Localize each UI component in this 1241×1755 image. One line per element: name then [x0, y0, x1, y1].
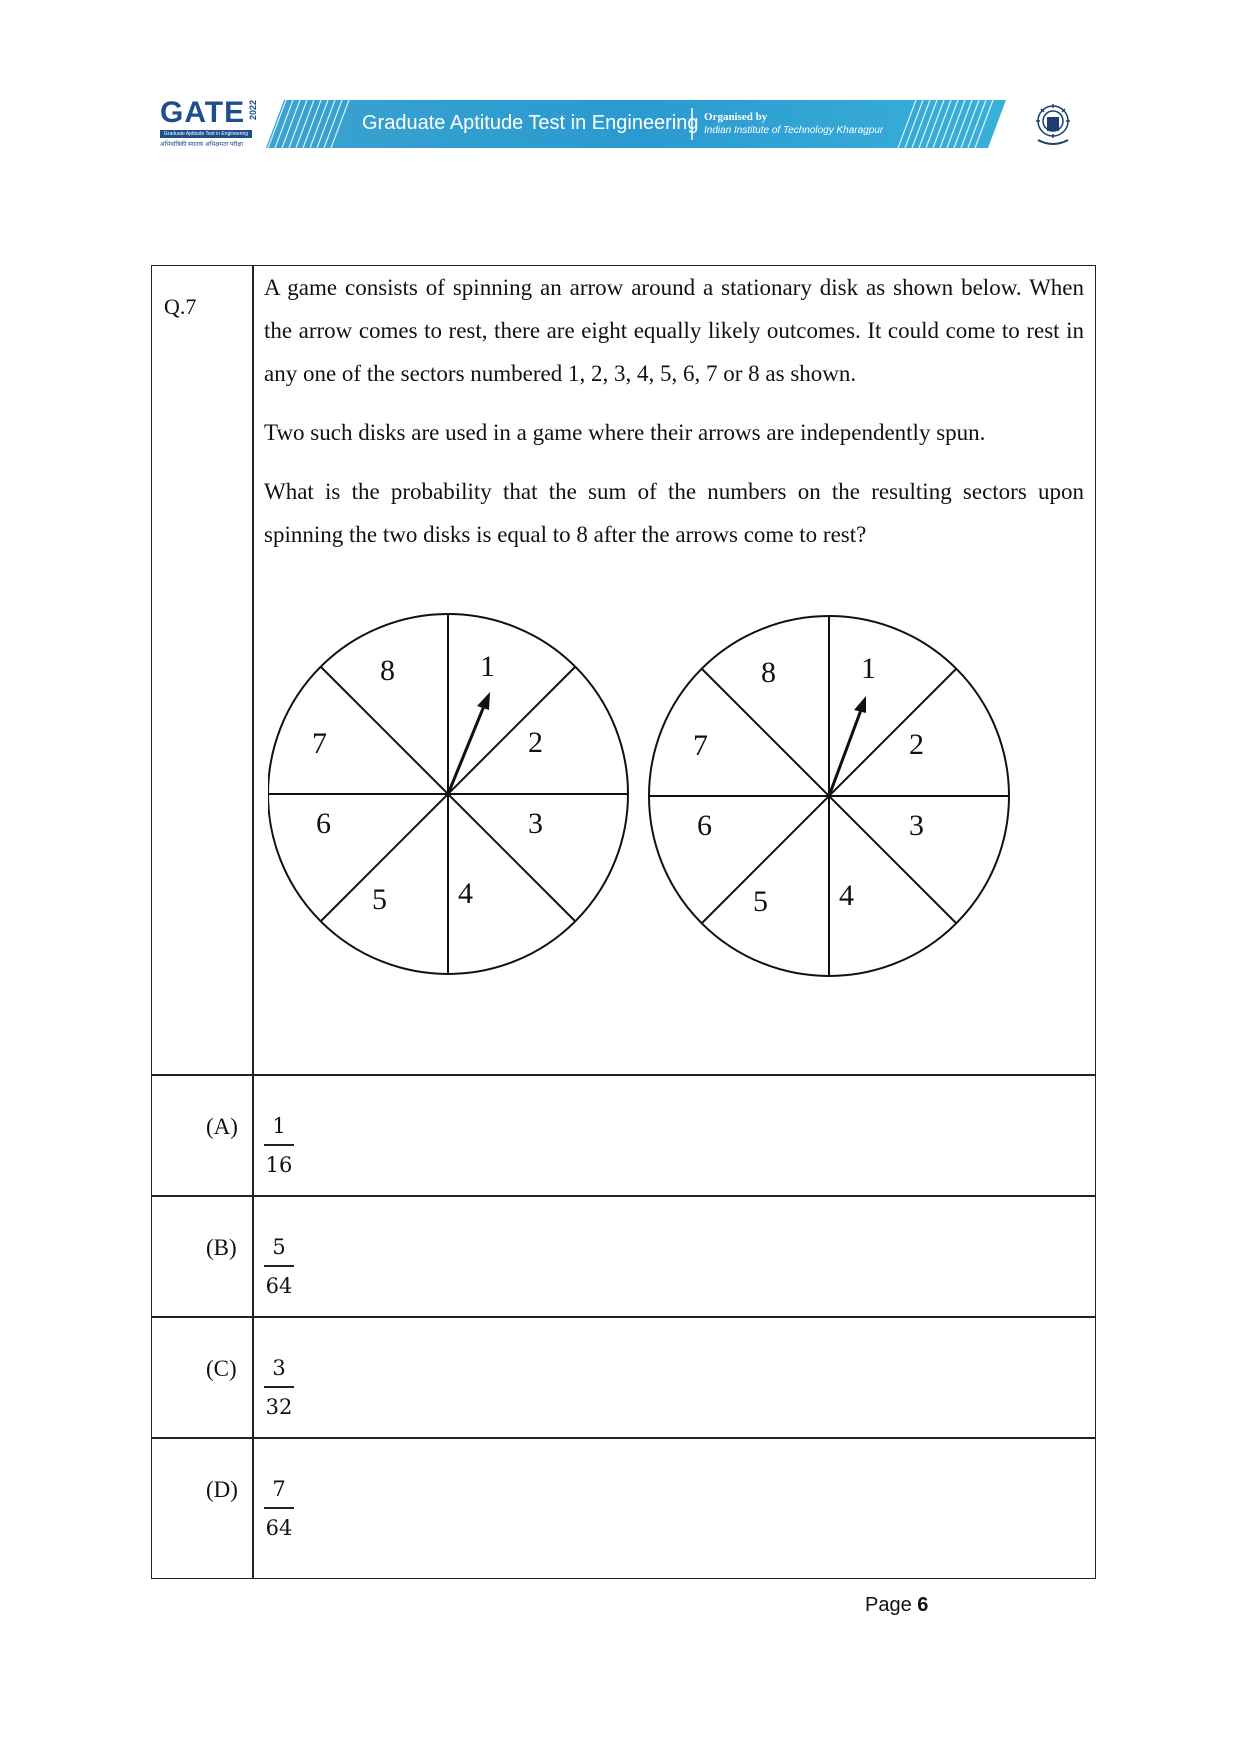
- option-b-fraction: [264, 1233, 294, 1300]
- sector-label: 7: [312, 727, 327, 760]
- sector-label: 1: [480, 650, 495, 683]
- option-d-fraction: [264, 1475, 294, 1542]
- sector-label: 2: [909, 728, 924, 761]
- row-divider: [152, 1074, 1095, 1076]
- option-c-denominator: 32: [265, 1394, 293, 1419]
- option-d-denominator: 64: [265, 1515, 293, 1540]
- sector-label: 4: [458, 877, 473, 910]
- sector-label: 6: [316, 807, 331, 840]
- sector-label: 1: [861, 652, 876, 685]
- row-divider: [152, 1316, 1095, 1318]
- option-a-numerator: 1: [272, 1114, 286, 1138]
- option-d-label: (D): [206, 1477, 238, 1502]
- option-b-denominator: 64: [265, 1273, 293, 1298]
- sector-label: 8: [761, 656, 776, 689]
- banner-organiser: [704, 110, 883, 138]
- sector-label: 5: [372, 883, 387, 916]
- question-paragraph: What is the probability that the sum of the numbers on the resulting sectors upon spinning the two disks is equal to 8 after the arrows come to rest?: [264, 479, 1084, 547]
- option-a-fraction: [264, 1112, 294, 1179]
- sector-label: 5: [753, 885, 768, 918]
- option-c-numerator: 3: [272, 1356, 286, 1380]
- page-number: [865, 1594, 928, 1617]
- option-b-label: (B): [206, 1235, 237, 1260]
- organiser-name: Indian Institute of Technology Kharagpur: [704, 125, 884, 136]
- sector-label: 4: [839, 879, 854, 912]
- row-divider: [152, 1195, 1095, 1197]
- fraction-bar: [264, 1265, 294, 1267]
- header-banner: [266, 100, 1006, 148]
- banner-title: Graduate Aptitude Test in Engineering: [362, 112, 699, 134]
- gate-logo-subtitle: Graduate Aptitude Test in Engineering: [160, 130, 252, 138]
- sector-label: 3: [909, 809, 924, 842]
- disk-left: [268, 614, 628, 974]
- option-d-numerator: 7: [272, 1477, 286, 1501]
- disk-right: [649, 616, 1009, 976]
- column-divider: [252, 266, 254, 1578]
- gate-logo-word: GATE: [160, 96, 246, 129]
- fraction-bar: [264, 1507, 294, 1509]
- sector-label: 6: [697, 809, 712, 842]
- page-label: Page: [865, 1594, 912, 1616]
- page-header: [0, 0, 1241, 200]
- option-c-fraction: [264, 1354, 294, 1421]
- question-table: [151, 265, 1096, 1579]
- option-c-label: (C): [206, 1356, 237, 1381]
- row-divider: [152, 1437, 1095, 1439]
- gate-logo: [160, 98, 260, 150]
- gate-logo-hindi: अभियांत्रिकी स्नातक अभिक्षमता परीक्षा: [160, 142, 244, 148]
- page-number-value: 6: [917, 1594, 929, 1616]
- fraction-bar: [264, 1144, 294, 1146]
- sector-label: 8: [380, 654, 395, 687]
- question-paragraph: A game consists of spinning an arrow around a stationary disk as shown below. When the arrow comes to rest, there are eight equally likely outcomes. It could come to rest in any one of the sectors numbered 1, 2, 3, 4, 5, 6, 7 or 8 as shown.: [264, 275, 1084, 386]
- iit-kharagpur-emblem-icon: [1032, 102, 1074, 148]
- sector-label: 3: [528, 807, 543, 840]
- fraction-bar: [264, 1386, 294, 1388]
- spinner-disks-figure: [268, 606, 1048, 986]
- organised-by-label: Organised by: [704, 111, 768, 123]
- sector-label: 7: [693, 729, 708, 762]
- sector-label: 2: [528, 726, 543, 759]
- question-paragraph: Two such disks are used in a game where their arrows are independently spun.: [264, 420, 986, 445]
- question-text: [264, 266, 1084, 572]
- option-a-label: (A): [206, 1114, 238, 1139]
- option-b-numerator: 5: [272, 1235, 286, 1259]
- question-number: Q.7: [164, 294, 197, 319]
- option-a-denominator: 16: [265, 1152, 293, 1177]
- gate-logo-year: 2022: [248, 100, 258, 121]
